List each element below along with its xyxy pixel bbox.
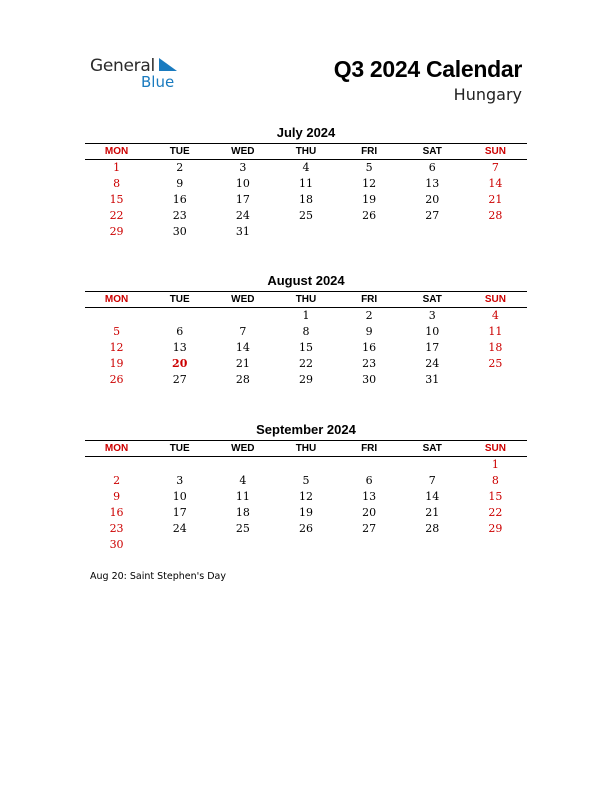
page-title: Q3 2024 Calendar xyxy=(333,56,522,82)
day-cell: 15 xyxy=(298,341,313,354)
day-cell: 24 xyxy=(235,209,250,222)
day-cell: 29 xyxy=(298,373,313,386)
logo-triangle-icon xyxy=(159,58,177,71)
day-cell: 18 xyxy=(298,193,313,206)
month-title: September 2024 xyxy=(256,422,356,437)
day-cell: 9 xyxy=(113,490,121,503)
day-cell: 16 xyxy=(172,193,187,206)
month-september xyxy=(85,422,527,553)
week-row xyxy=(85,457,527,473)
day-cell: 10 xyxy=(425,325,440,338)
day-cell: 24 xyxy=(425,357,440,370)
weekday-label: MON xyxy=(104,294,129,305)
day-cell: 19 xyxy=(362,193,377,206)
day-cell xyxy=(85,308,148,324)
week-row xyxy=(85,224,527,240)
day-cell: 12 xyxy=(298,490,313,503)
day-cell: 23 xyxy=(172,209,187,222)
weekday-label: SAT xyxy=(422,443,442,454)
week-row xyxy=(85,505,527,521)
day-cell: 22 xyxy=(109,209,124,222)
day-cell: 12 xyxy=(362,177,377,190)
day-cell: 28 xyxy=(425,522,440,535)
week-row xyxy=(85,356,527,372)
day-cell xyxy=(338,537,401,553)
day-cell: 20 xyxy=(425,193,440,206)
day-cell: 14 xyxy=(235,341,250,354)
day-cell: 16 xyxy=(362,341,377,354)
day-cell: 8 xyxy=(491,474,499,487)
week-row xyxy=(85,176,527,192)
day-cell: 17 xyxy=(425,341,440,354)
week-row xyxy=(85,340,527,356)
logo-text-general: General xyxy=(90,56,155,76)
day-cell xyxy=(211,308,274,324)
logo-text-blue: Blue xyxy=(141,73,175,91)
day-cell xyxy=(274,457,337,473)
day-cell: 6 xyxy=(365,474,373,487)
weekday-label: FRI xyxy=(361,146,378,157)
day-cell: 20 xyxy=(362,506,377,519)
weekday-label: SAT xyxy=(422,146,442,157)
day-cell: 4 xyxy=(302,161,310,174)
weekday-header xyxy=(85,143,527,160)
day-cell: 21 xyxy=(425,506,440,519)
day-cell: 13 xyxy=(172,341,187,354)
day-cell: 2 xyxy=(176,161,184,174)
week-row xyxy=(85,473,527,489)
day-cell xyxy=(148,457,211,473)
day-cell: 13 xyxy=(362,490,377,503)
weekday-label: MON xyxy=(104,146,129,157)
day-cell: 27 xyxy=(425,209,440,222)
day-cell: 29 xyxy=(109,225,124,238)
week-row xyxy=(85,192,527,208)
day-cell: 30 xyxy=(109,538,124,551)
day-cell: 30 xyxy=(172,225,187,238)
week-row xyxy=(85,489,527,505)
day-cell: 5 xyxy=(302,474,310,487)
weekday-label: WED xyxy=(231,146,255,157)
weekday-label: SUN xyxy=(484,294,506,305)
day-cell xyxy=(148,308,211,324)
month-august xyxy=(85,273,527,388)
weekday-header xyxy=(85,440,527,457)
weekday-label: FRI xyxy=(361,294,378,305)
day-cell: 28 xyxy=(235,373,250,386)
day-cell xyxy=(464,372,527,388)
day-cell: 8 xyxy=(113,177,121,190)
day-cell: 16 xyxy=(109,506,124,519)
day-cell: 15 xyxy=(109,193,124,206)
day-cell: 31 xyxy=(235,225,250,238)
day-cell xyxy=(148,537,211,553)
day-cell: 18 xyxy=(235,506,250,519)
day-cell: 6 xyxy=(176,325,184,338)
day-cell: 1 xyxy=(302,309,310,322)
weekday-header xyxy=(85,291,527,308)
day-cell: 24 xyxy=(172,522,187,535)
day-cell: 13 xyxy=(425,177,440,190)
country-name: Hungary xyxy=(453,85,522,104)
week-row xyxy=(85,537,527,553)
day-cell: 26 xyxy=(362,209,377,222)
day-cell: 30 xyxy=(362,373,377,386)
week-row xyxy=(85,324,527,340)
day-cell xyxy=(401,224,464,240)
day-cell xyxy=(464,224,527,240)
day-cell: 8 xyxy=(302,325,310,338)
day-cell: 25 xyxy=(298,209,313,222)
day-cell: 23 xyxy=(362,357,377,370)
week-row xyxy=(85,208,527,224)
day-cell: 27 xyxy=(362,522,377,535)
day-cell: 31 xyxy=(425,373,440,386)
day-cell: 3 xyxy=(176,474,184,487)
holiday-note: Aug 20: Saint Stephen's Day xyxy=(90,571,226,582)
day-cell: 25 xyxy=(235,522,250,535)
day-cell: 9 xyxy=(365,325,373,338)
day-cell: 3 xyxy=(239,161,247,174)
weekday-label: TUE xyxy=(169,294,190,305)
weekday-label: THU xyxy=(295,294,317,305)
day-cell: 14 xyxy=(425,490,440,503)
weekday-label: WED xyxy=(231,294,255,305)
day-cell: 22 xyxy=(488,506,503,519)
day-cell: 5 xyxy=(365,161,373,174)
month-title: August 2024 xyxy=(267,273,345,288)
day-cell: 27 xyxy=(172,373,187,386)
day-cell: 3 xyxy=(428,309,436,322)
day-cell: 15 xyxy=(488,490,503,503)
day-cell: 7 xyxy=(239,325,247,338)
day-cell xyxy=(338,224,401,240)
day-cell: 9 xyxy=(176,177,184,190)
day-cell xyxy=(338,457,401,473)
day-cell: 26 xyxy=(109,373,124,386)
weekday-label: SUN xyxy=(484,146,506,157)
day-cell xyxy=(211,457,274,473)
day-cell: 26 xyxy=(298,522,313,535)
week-row xyxy=(85,372,527,388)
day-cell: 21 xyxy=(235,357,250,370)
weekday-label: FRI xyxy=(361,443,378,454)
day-cell xyxy=(401,457,464,473)
day-cell: 4 xyxy=(491,309,499,322)
day-cell: 2 xyxy=(113,474,121,487)
weekday-label: THU xyxy=(295,443,317,454)
day-cell: 11 xyxy=(298,177,313,190)
day-cell xyxy=(401,537,464,553)
day-cell: 28 xyxy=(488,209,503,222)
week-row xyxy=(85,308,527,324)
day-cell: 1 xyxy=(113,161,121,174)
day-cell: 5 xyxy=(113,325,121,338)
weekday-label: TUE xyxy=(169,443,190,454)
day-cell: 11 xyxy=(488,325,503,338)
day-cell: 4 xyxy=(239,474,247,487)
day-cell: 19 xyxy=(298,506,313,519)
weekday-label: MON xyxy=(104,443,129,454)
day-cell: 11 xyxy=(235,490,250,503)
weekday-label: SAT xyxy=(422,294,442,305)
day-cell xyxy=(274,537,337,553)
day-cell: 21 xyxy=(488,193,503,206)
day-cell: 17 xyxy=(172,506,187,519)
day-cell: 23 xyxy=(109,522,124,535)
day-cell: 1 xyxy=(491,458,499,471)
month-july xyxy=(85,125,527,240)
week-row xyxy=(85,160,527,176)
weekday-label: TUE xyxy=(169,146,190,157)
day-cell xyxy=(211,537,274,553)
day-cell: 14 xyxy=(488,177,503,190)
week-row xyxy=(85,521,527,537)
day-cell xyxy=(274,224,337,240)
day-cell: 18 xyxy=(488,341,503,354)
holiday-day-cell: 20 xyxy=(172,357,188,370)
weekday-label: SUN xyxy=(484,443,506,454)
day-cell: 10 xyxy=(235,177,250,190)
logo xyxy=(90,56,190,96)
day-cell: 10 xyxy=(172,490,187,503)
day-cell: 12 xyxy=(109,341,124,354)
month-title: July 2024 xyxy=(276,125,336,140)
day-cell: 25 xyxy=(488,357,503,370)
day-cell xyxy=(464,537,527,553)
holiday-notes xyxy=(90,571,226,582)
day-cell: 19 xyxy=(109,357,124,370)
day-cell: 6 xyxy=(428,161,436,174)
day-cell: 29 xyxy=(488,522,503,535)
day-cell: 7 xyxy=(491,161,499,174)
weekday-label: WED xyxy=(231,443,255,454)
day-cell: 7 xyxy=(428,474,436,487)
day-cell: 2 xyxy=(365,309,373,322)
day-cell xyxy=(85,457,148,473)
day-cell: 22 xyxy=(298,357,313,370)
weekday-label: THU xyxy=(295,146,317,157)
day-cell: 17 xyxy=(235,193,250,206)
